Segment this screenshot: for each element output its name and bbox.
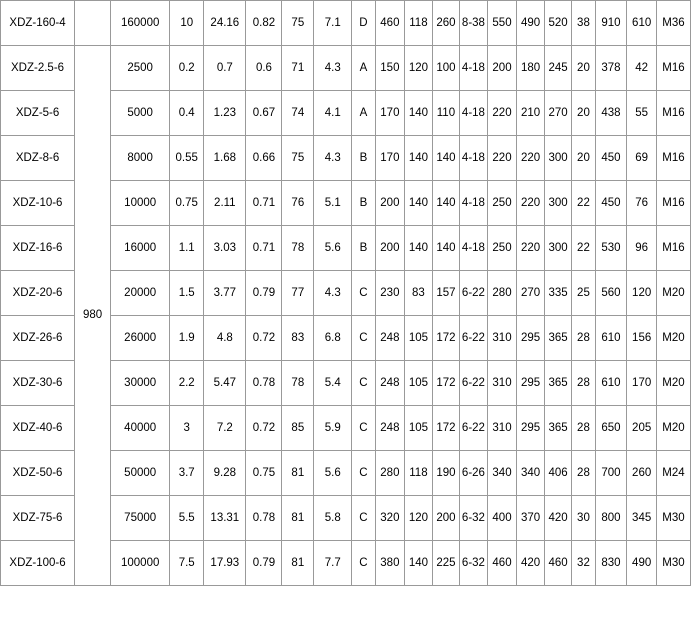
cell-efficiency: 81 — [282, 451, 314, 496]
cell-power_factor: 0.79 — [246, 541, 282, 586]
cell-weight: 4.3 — [314, 136, 352, 181]
cell-efficiency: 75 — [282, 1, 314, 46]
cell-a: 280 — [375, 451, 405, 496]
cell-model: XDZ-40-6 — [1, 406, 75, 451]
cell-power_factor: 0.79 — [246, 271, 282, 316]
cell-f: 490 — [517, 1, 545, 46]
cell-model: XDZ-20-6 — [1, 271, 75, 316]
cell-efficiency: 85 — [282, 406, 314, 451]
cell-j: 610 — [627, 1, 657, 46]
cell-amplitude: 3.7 — [170, 451, 204, 496]
cell-f: 295 — [517, 406, 545, 451]
cell-exciting_force: 30000 — [111, 361, 170, 406]
cell-b: 140 — [405, 226, 433, 271]
cell-bolt: M20 — [656, 271, 690, 316]
cell-i: 450 — [595, 181, 627, 226]
cell-weight: 7.1 — [314, 1, 352, 46]
cell-g: 300 — [544, 181, 572, 226]
cell-i: 610 — [595, 361, 627, 406]
cell-bolt: M16 — [656, 136, 690, 181]
cell-speed-group: 980 — [75, 46, 111, 586]
cell-power_factor: 0.6 — [246, 46, 282, 91]
cell-power: 1.23 — [204, 91, 246, 136]
cell-exciting_force: 26000 — [111, 316, 170, 361]
cell-c: 172 — [432, 406, 460, 451]
cell-amplitude: 0.55 — [170, 136, 204, 181]
cell-b: 118 — [405, 451, 433, 496]
cell-e: 200 — [487, 46, 517, 91]
cell-j: 120 — [627, 271, 657, 316]
cell-exciting_force: 5000 — [111, 91, 170, 136]
cell-power_factor: 0.72 — [246, 406, 282, 451]
cell-model: XDZ-26-6 — [1, 316, 75, 361]
cell-j: 76 — [627, 181, 657, 226]
cell-j: 170 — [627, 361, 657, 406]
table-body — [1, 1, 691, 586]
cell-efficiency: 78 — [282, 361, 314, 406]
cell-d: 6-22 — [460, 406, 488, 451]
cell-b: 120 — [405, 46, 433, 91]
cell-e: 250 — [487, 181, 517, 226]
cell-amplitude: 0.75 — [170, 181, 204, 226]
cell-power_factor: 0.75 — [246, 451, 282, 496]
cell-weight: 5.9 — [314, 406, 352, 451]
cell-c: 110 — [432, 91, 460, 136]
cell-model: XDZ-5-6 — [1, 91, 75, 136]
cell-j: 260 — [627, 451, 657, 496]
cell-bolt: M36 — [656, 1, 690, 46]
cell-i: 450 — [595, 136, 627, 181]
cell-c: 100 — [432, 46, 460, 91]
cell-g: 270 — [544, 91, 572, 136]
cell-d: 6-32 — [460, 496, 488, 541]
cell-exciting_force: 100000 — [111, 541, 170, 586]
cell-model: XDZ-100-6 — [1, 541, 75, 586]
cell-e: 310 — [487, 316, 517, 361]
cell-f: 295 — [517, 361, 545, 406]
cell-weight: 5.6 — [314, 226, 352, 271]
cell-power: 4.8 — [204, 316, 246, 361]
cell-efficiency: 81 — [282, 496, 314, 541]
cell-weight: 4.3 — [314, 271, 352, 316]
cell-h: 28 — [572, 361, 595, 406]
cell-power: 3.03 — [204, 226, 246, 271]
cell-e: 280 — [487, 271, 517, 316]
cell-j: 69 — [627, 136, 657, 181]
cell-power: 9.28 — [204, 451, 246, 496]
cell-c: 200 — [432, 496, 460, 541]
cell-d: 4-18 — [460, 226, 488, 271]
cell-d: 4-18 — [460, 136, 488, 181]
cell-weight: 4.1 — [314, 91, 352, 136]
cell-j: 42 — [627, 46, 657, 91]
cell-h: 32 — [572, 541, 595, 586]
cell-efficiency: 75 — [282, 136, 314, 181]
cell-exciting_force: 20000 — [111, 271, 170, 316]
cell-exciting_force: 40000 — [111, 406, 170, 451]
cell-a: 200 — [375, 226, 405, 271]
cell-j: 490 — [627, 541, 657, 586]
cell-e: 310 — [487, 406, 517, 451]
cell-b: 83 — [405, 271, 433, 316]
cell-g: 300 — [544, 136, 572, 181]
cell-efficiency: 77 — [282, 271, 314, 316]
cell-i: 700 — [595, 451, 627, 496]
cell-h: 20 — [572, 46, 595, 91]
cell-efficiency: 74 — [282, 91, 314, 136]
cell-amplitude: 10 — [170, 1, 204, 46]
cell-weight: 6.8 — [314, 316, 352, 361]
cell-power: 1.68 — [204, 136, 246, 181]
cell-e: 400 — [487, 496, 517, 541]
cell-a: 248 — [375, 406, 405, 451]
cell-i: 800 — [595, 496, 627, 541]
cell-amplitude: 0.2 — [170, 46, 204, 91]
cell-g: 520 — [544, 1, 572, 46]
cell-type: A — [352, 46, 375, 91]
cell-e: 310 — [487, 361, 517, 406]
cell-model: XDZ-50-6 — [1, 451, 75, 496]
cell-c: 172 — [432, 316, 460, 361]
cell-a: 230 — [375, 271, 405, 316]
cell-weight: 5.8 — [314, 496, 352, 541]
cell-type: C — [352, 406, 375, 451]
cell-f: 295 — [517, 316, 545, 361]
cell-b: 140 — [405, 91, 433, 136]
cell-e: 250 — [487, 226, 517, 271]
cell-c: 225 — [432, 541, 460, 586]
cell-j: 156 — [627, 316, 657, 361]
cell-efficiency: 83 — [282, 316, 314, 361]
cell-amplitude: 0.4 — [170, 91, 204, 136]
cell-exciting_force: 16000 — [111, 226, 170, 271]
cell-b: 105 — [405, 316, 433, 361]
cell-d: 4-18 — [460, 181, 488, 226]
cell-power_factor: 0.82 — [246, 1, 282, 46]
cell-type: C — [352, 271, 375, 316]
cell-e: 220 — [487, 136, 517, 181]
cell-c: 140 — [432, 226, 460, 271]
cell-i: 560 — [595, 271, 627, 316]
cell-i: 610 — [595, 316, 627, 361]
cell-type: B — [352, 136, 375, 181]
cell-g: 245 — [544, 46, 572, 91]
cell-type: A — [352, 91, 375, 136]
cell-f: 270 — [517, 271, 545, 316]
cell-b: 120 — [405, 496, 433, 541]
cell-weight: 5.6 — [314, 451, 352, 496]
cell-exciting_force: 50000 — [111, 451, 170, 496]
cell-type: C — [352, 451, 375, 496]
cell-d: 6-22 — [460, 316, 488, 361]
cell-i: 830 — [595, 541, 627, 586]
cell-j: 205 — [627, 406, 657, 451]
cell-bolt: M24 — [656, 451, 690, 496]
cell-weight: 5.4 — [314, 361, 352, 406]
cell-e: 460 — [487, 541, 517, 586]
cell-d: 4-18 — [460, 46, 488, 91]
cell-g: 335 — [544, 271, 572, 316]
cell-f: 370 — [517, 496, 545, 541]
cell-a: 380 — [375, 541, 405, 586]
cell-efficiency: 76 — [282, 181, 314, 226]
cell-j: 96 — [627, 226, 657, 271]
cell-model: XDZ-75-6 — [1, 496, 75, 541]
cell-a: 320 — [375, 496, 405, 541]
cell-exciting_force: 10000 — [111, 181, 170, 226]
cell-model: XDZ-160-4 — [1, 1, 75, 46]
cell-type: C — [352, 316, 375, 361]
cell-h: 22 — [572, 226, 595, 271]
cell-b: 140 — [405, 136, 433, 181]
cell-weight: 5.1 — [314, 181, 352, 226]
cell-power: 24.16 — [204, 1, 246, 46]
cell-b: 140 — [405, 541, 433, 586]
cell-a: 460 — [375, 1, 405, 46]
cell-exciting_force: 160000 — [111, 1, 170, 46]
cell-power: 2.11 — [204, 181, 246, 226]
cell-h: 38 — [572, 1, 595, 46]
cell-type: C — [352, 541, 375, 586]
cell-bolt: M16 — [656, 226, 690, 271]
cell-bolt: M20 — [656, 361, 690, 406]
cell-h: 20 — [572, 136, 595, 181]
cell-b: 105 — [405, 361, 433, 406]
cell-i: 650 — [595, 406, 627, 451]
cell-power_factor: 0.72 — [246, 316, 282, 361]
cell-e: 340 — [487, 451, 517, 496]
cell-c: 190 — [432, 451, 460, 496]
cell-a: 170 — [375, 91, 405, 136]
cell-type: C — [352, 496, 375, 541]
cell-j: 55 — [627, 91, 657, 136]
cell-power: 13.31 — [204, 496, 246, 541]
cell-f: 420 — [517, 541, 545, 586]
cell-g: 460 — [544, 541, 572, 586]
cell-b: 140 — [405, 181, 433, 226]
cell-a: 170 — [375, 136, 405, 181]
cell-d: 6-32 — [460, 541, 488, 586]
cell-efficiency: 81 — [282, 541, 314, 586]
cell-h: 28 — [572, 316, 595, 361]
cell-h: 25 — [572, 271, 595, 316]
cell-c: 140 — [432, 181, 460, 226]
cell-power_factor: 0.67 — [246, 91, 282, 136]
cell-model: XDZ-2.5-6 — [1, 46, 75, 91]
cell-bolt: M16 — [656, 46, 690, 91]
cell-c: 260 — [432, 1, 460, 46]
cell-d: 8-38 — [460, 1, 488, 46]
cell-j: 345 — [627, 496, 657, 541]
cell-power_factor: 0.71 — [246, 226, 282, 271]
cell-b: 105 — [405, 406, 433, 451]
cell-h: 20 — [572, 91, 595, 136]
cell-power_factor: 0.66 — [246, 136, 282, 181]
cell-g: 406 — [544, 451, 572, 496]
cell-a: 248 — [375, 316, 405, 361]
cell-model: XDZ-16-6 — [1, 226, 75, 271]
cell-amplitude: 1.9 — [170, 316, 204, 361]
cell-i: 378 — [595, 46, 627, 91]
cell-d: 6-22 — [460, 271, 488, 316]
cell-power: 3.77 — [204, 271, 246, 316]
cell-model: XDZ-30-6 — [1, 361, 75, 406]
cell-g: 365 — [544, 406, 572, 451]
cell-power: 5.47 — [204, 361, 246, 406]
cell-model: XDZ-8-6 — [1, 136, 75, 181]
cell-amplitude: 2.2 — [170, 361, 204, 406]
cell-bolt: M20 — [656, 316, 690, 361]
cell-bolt: M20 — [656, 406, 690, 451]
cell-power: 0.7 — [204, 46, 246, 91]
cell-exciting_force: 2500 — [111, 46, 170, 91]
cell-g: 365 — [544, 316, 572, 361]
cell-f: 180 — [517, 46, 545, 91]
cell-a: 200 — [375, 181, 405, 226]
cell-exciting_force: 8000 — [111, 136, 170, 181]
cell-power: 7.2 — [204, 406, 246, 451]
cell-g: 300 — [544, 226, 572, 271]
cell-f: 340 — [517, 451, 545, 496]
cell-amplitude: 7.5 — [170, 541, 204, 586]
cell-amplitude: 3 — [170, 406, 204, 451]
cell-a: 248 — [375, 361, 405, 406]
cell-f: 210 — [517, 91, 545, 136]
cell-i: 530 — [595, 226, 627, 271]
cell-f: 220 — [517, 226, 545, 271]
cell-f: 220 — [517, 136, 545, 181]
cell-d: 6-22 — [460, 361, 488, 406]
cell-g: 365 — [544, 361, 572, 406]
cell-c: 157 — [432, 271, 460, 316]
cell-i: 910 — [595, 1, 627, 46]
cell-h: 30 — [572, 496, 595, 541]
cell-h: 22 — [572, 181, 595, 226]
cell-bolt: M30 — [656, 541, 690, 586]
table-row — [1, 46, 691, 91]
cell-power_factor: 0.78 — [246, 361, 282, 406]
cell-efficiency: 78 — [282, 226, 314, 271]
cell-e: 550 — [487, 1, 517, 46]
cell-a: 150 — [375, 46, 405, 91]
cell-power_factor: 0.78 — [246, 496, 282, 541]
cell-c: 140 — [432, 136, 460, 181]
cell-efficiency: 71 — [282, 46, 314, 91]
cell-amplitude: 1.1 — [170, 226, 204, 271]
cell-bolt: M30 — [656, 496, 690, 541]
cell-power: 17.93 — [204, 541, 246, 586]
cell-amplitude: 1.5 — [170, 271, 204, 316]
cell-amplitude: 5.5 — [170, 496, 204, 541]
cell-type: B — [352, 226, 375, 271]
cell-type: D — [352, 1, 375, 46]
cell-e: 220 — [487, 91, 517, 136]
cell-weight: 7.7 — [314, 541, 352, 586]
cell-f: 220 — [517, 181, 545, 226]
table-row — [1, 1, 691, 46]
cell-h: 28 — [572, 406, 595, 451]
cell-power_factor: 0.71 — [246, 181, 282, 226]
cell-bolt: M16 — [656, 181, 690, 226]
cell-d: 4-18 — [460, 91, 488, 136]
cell-i: 438 — [595, 91, 627, 136]
cell-type: C — [352, 361, 375, 406]
cell-b: 118 — [405, 1, 433, 46]
cell-c: 172 — [432, 361, 460, 406]
cell-weight: 4.3 — [314, 46, 352, 91]
cell-speed — [75, 1, 111, 46]
cell-exciting_force: 75000 — [111, 496, 170, 541]
cell-g: 420 — [544, 496, 572, 541]
cell-h: 28 — [572, 451, 595, 496]
cell-type: B — [352, 181, 375, 226]
cell-model: XDZ-10-6 — [1, 181, 75, 226]
cell-d: 6-26 — [460, 451, 488, 496]
cell-bolt: M16 — [656, 91, 690, 136]
